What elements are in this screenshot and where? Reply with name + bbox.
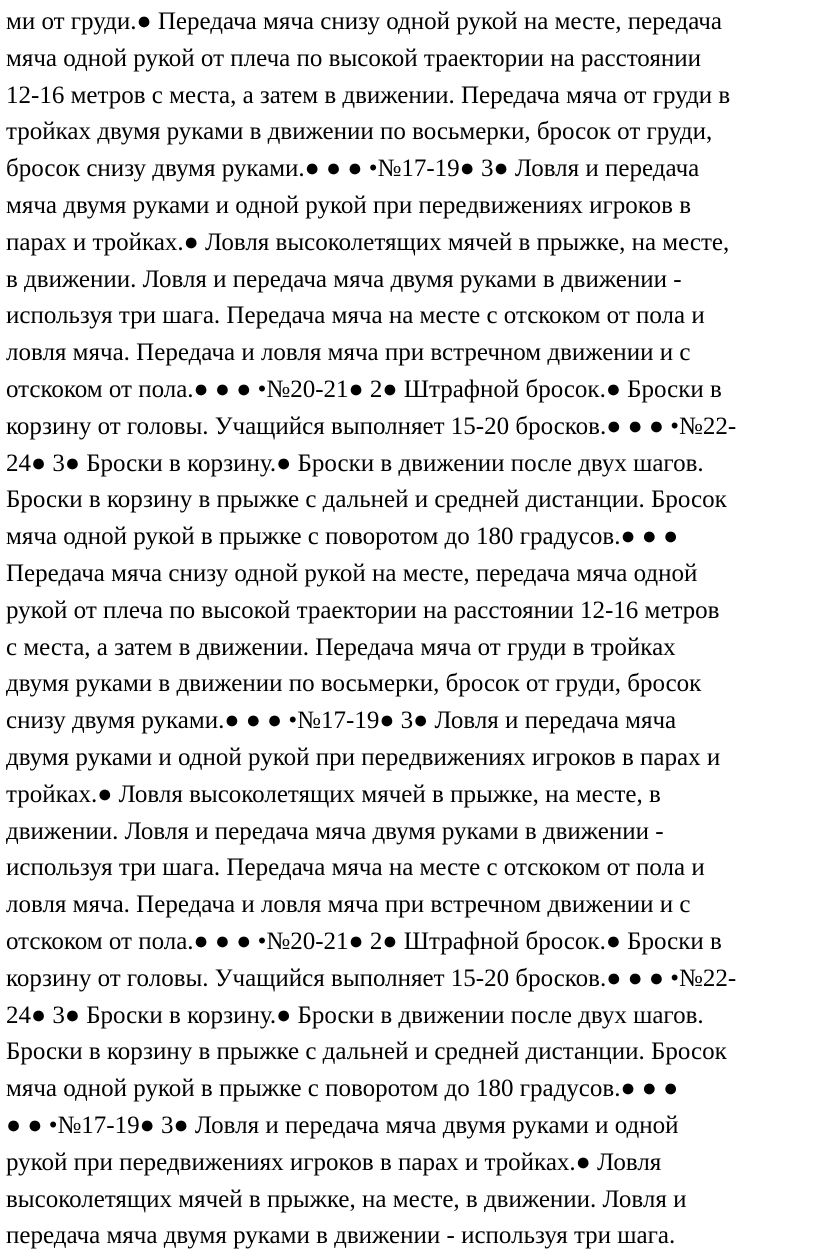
text-line: Броски в корзину в прыжке с дальней и средней дистанции. Бросок [6,486,727,514]
text-line: тройках двумя руками в движении по восьмерки, бросок от груди, [6,118,713,146]
text-line: ловля мяча. Передача и ловля мяча при встречном движении и с [6,891,691,919]
text-line: рукой от плеча по высокой траектории на расстоянии 12-16 метров [6,596,720,624]
text-line: ловля мяча. Передача и ловля мяча при встречном движении и с [6,339,691,367]
text-line: 24● 3● Броски в корзину.● Броски в движении после двух шагов. [6,449,704,477]
text-line: ми от груди.● Передача мяча снизу одной рукой на месте, передача [6,8,722,35]
text-line: мяча одной рукой в прыжке с поворотом до 180 градусов.● ● ● [6,1075,679,1103]
text-line: 24● 3● Броски в корзину.● Броски в движении после двух шагов. [6,1001,704,1029]
text-line: бросок снизу двумя руками.● ● ● •№17-19● 3● Ловля и передача [6,155,700,183]
text-line: двумя руками в движении по восьмерки, бросок от груди, бросок [6,670,702,698]
text-line: парах и тройках.● Ловля высоколетящих мячей в прыжке, на месте, [6,228,730,256]
text-line: Броски в корзину в прыжке с дальней и средней дистанции. Бросок [6,1038,727,1066]
text-line: отскоком от пола.● ● ● •№20-21● 2● Штрафной бросок.● Броски в [6,375,722,403]
text-line: с места, а затем в движении. Передача мяча от груди в тройках [6,633,676,661]
text-line: корзину от головы. Учащийся выполняет 15-20 бросков.● ● ● •№22- [6,964,737,992]
text-line: рукой при передвижениях игроков в парах и тройках.● Ловля [6,1148,662,1176]
text-line: высоколетящих мячей в прыжке, на месте, в движении. Ловля и [6,1185,687,1213]
text-line: используя три шага. Передача мяча на месте с отскоком от пола и [6,302,705,330]
text-line: 12-16 метров с места, а затем в движении. Передача мяча от груди в [6,81,731,109]
text-line: движении. Ловля и передача мяча двумя руками в движении - [6,817,664,845]
text-line: передача мяча двумя руками в движении - используя три шага. [6,1222,676,1250]
text-line: мяча двумя руками и одной рукой при передвижениях игроков в [6,191,692,219]
text-line: тройках.● Ловля высоколетящих мячей в прыжке, на месте, в [6,780,661,808]
text-line: корзину от головы. Учащийся выполняет 15-20 бросков.● ● ● •№22- [6,412,737,440]
text-line: отскоком от пола.● ● ● •№20-21● 2● Штрафной бросок.● Броски в [6,927,722,955]
text-line: Передача мяча снизу одной рукой на месте, передача мяча одной [6,559,698,587]
text-line: мяча одной рукой в прыжке с поворотом до 180 градусов.● ● ● [6,523,679,551]
text-line: мяча одной рукой от плеча по высокой траектории на расстоянии [6,44,701,72]
text-line: снизу двумя руками.● ● ● •№17-19● 3● Ловля и передача мяча [6,707,677,735]
text-line: двумя руками и одной рукой при передвижениях игроков в парах и [6,743,721,771]
text-line: используя три шага. Передача мяча на месте с отскоком от пола и [6,854,705,882]
text-line: в движении. Ловля и передача мяча двумя руками в движении - [6,265,682,293]
document-text-block [6,4,814,1255]
text-line: ● ● •№17-19● 3● Ловля и передача мяча двумя руками и одной [6,1111,679,1139]
